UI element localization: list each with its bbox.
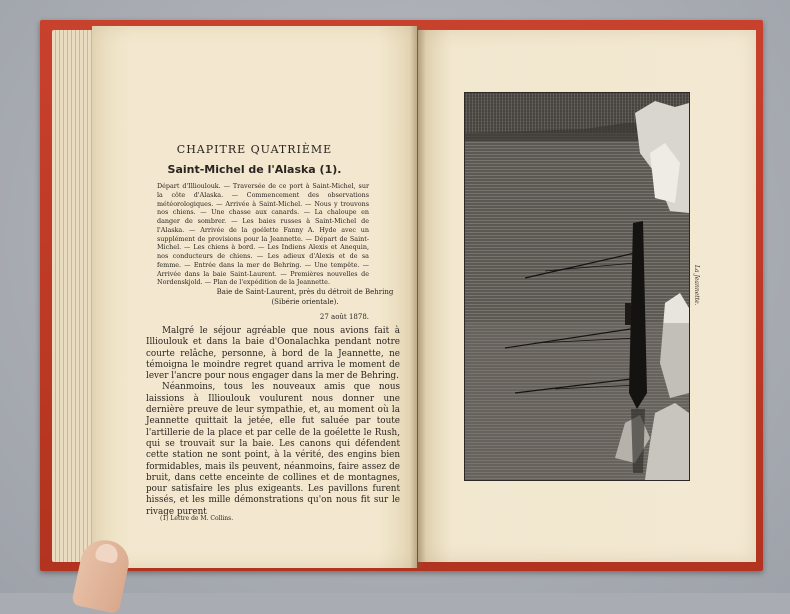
footnote: (1) Lettre de M. Collins. — [160, 515, 234, 522]
chapter-summary: Départ d'Illioulouk. — Traversée de ce port à Saint-Michel, sur la côte d'Alaska. — Commencement des observations météorologiques. — Arrivée à Saint-Michel. — Nous y trouvons nos chiens. — Une chasse aux canards. — La chaloupe en danger de sombrer. — Les baies russes à Saint-Michel de l'Alaska. — Arrivée de la goélette Fanny A. Hyde avec un supplément de provisions pour la Jeannette. — Départ de Saint-Michel. — Les chiens à bord. — Les Indiens Alexis et Anequin, nos conducteurs de chiens. — Les adieux d'Alexis et de sa femme. — Entrée dans la mer de Behring. — Une tempête. — Arrivée dans la baie Saint-Laurent. — Premières nouvelles de Nordenskjold. — Plan de l'expédition de la Jeannette. — [157, 182, 369, 287]
chapter-title: Saint-Michel de l'Alaska (1). — [167, 163, 342, 176]
book-gutter — [410, 26, 426, 568]
chapter-heading: CHAPITRE QUATRIÈME — [176, 143, 333, 156]
dateline-place-line1: Baie de Saint-Laurent, près du détroit de Behring — [216, 288, 394, 296]
body-text — [146, 326, 400, 518]
engraving-illustration — [464, 92, 690, 481]
plate-caption: La Jeannette. — [693, 265, 700, 306]
dateline-date: 27 août 1878. — [319, 313, 369, 321]
body-paragraph-1: Malgré le séjour agréable que nous avions fait à Illioulouk et dans la baie d'Oonalachka pendant notre courte relâche, personne, à bord de la Jeannette, ne témoigna le moindre regret quand arriva le moment de lever l'ancre pour nous engager dans la mer de Behring. — [146, 326, 400, 382]
ship-engraving — [465, 93, 689, 480]
body-paragraph-2: Néanmoins, tous les nouveaux amis que nous laissions à Illioulouk voulurent nous donner une dernière preuve de leur sympathie, et, au moment où la Jeannette quittait la jetée, elle fut saluée par toute l'artillerie de la place et par celle de la goélette le Rush, qui se trouvait sur la baie. Les canons qui défendent cette station ne sont point, à la vérité, des engins bien formidables, mais ils peuvent, néanmoins, faire assez de bruit, dans cette enceinte de collines et de montagnes, pour satisfaire les plus exigeants. Les pavillons furent hissés, et les mille démonstrations qu'on nous fit sur le rivage purent — [146, 382, 400, 517]
dateline-place-line2: (Sibérie orientale). — [271, 298, 339, 306]
dateline-place — [200, 287, 410, 307]
